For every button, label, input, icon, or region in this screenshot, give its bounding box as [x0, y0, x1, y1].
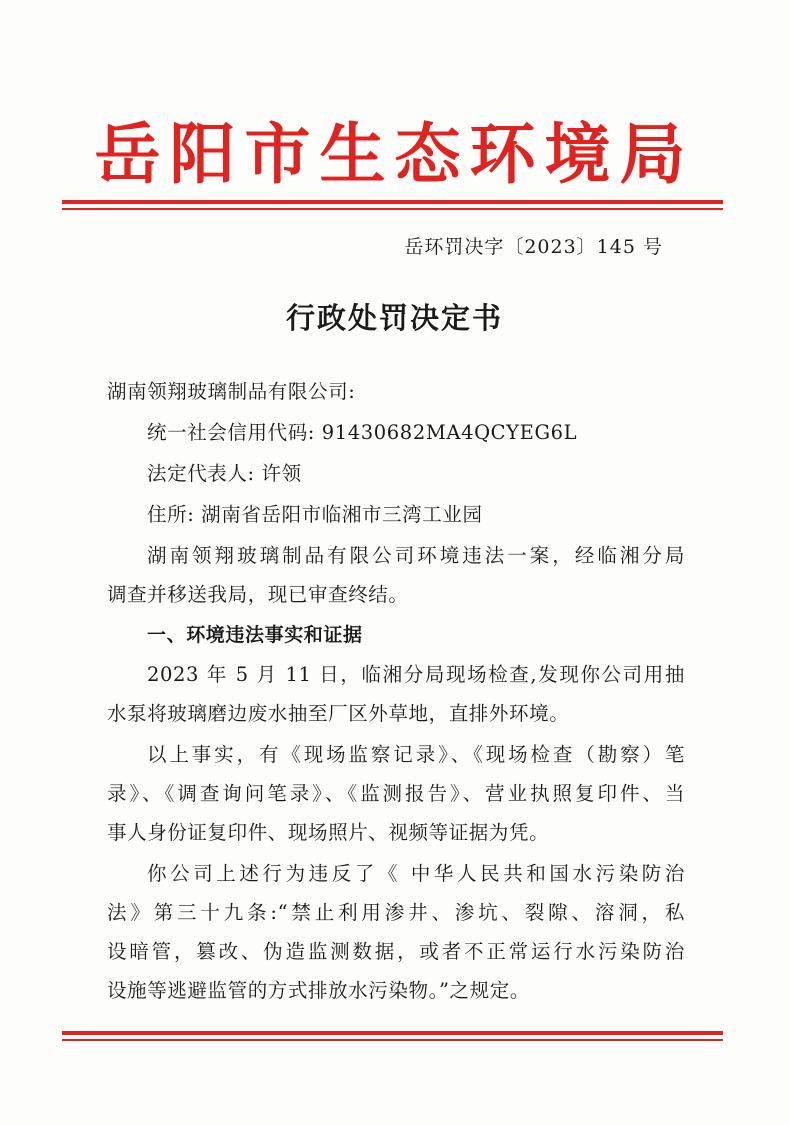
document-number: 岳环罚决字〔2023〕145 号 [404, 236, 663, 258]
evidence-para-line-2: 录》、《调查询问笔录》、《监测报告》、营业执照复印件、当 [107, 782, 685, 805]
intro-line-1: 湖南领翔玻璃制品有限公司环境违法一案，经临湘分局 [147, 544, 685, 567]
legal-representative: 法定代表人: 许领 [147, 462, 302, 485]
address: 住所: 湖南省岳阳市临湘市三湾工业园 [147, 503, 483, 526]
footer-red-rule-thick [62, 1031, 723, 1035]
violation-para-line-4: 设施等逃避监管的方式排放水污染物。”之规定。 [107, 979, 530, 1002]
credit-code: 统一社会信用代码: 91430682MA4QCYEG6L [147, 421, 578, 444]
addressee: 湖南领翔玻璃制品有限公司: [107, 380, 356, 403]
issuing-authority-title: 岳阳市生态环境局 [94, 116, 695, 193]
facts-para-line-2: 水泵将玻璃磨边废水抽至厂区外草地，直排外环境。 [107, 702, 570, 725]
evidence-para-line-3: 事人身份证复印件、现场照片、视频等证据为凭。 [107, 821, 550, 844]
section-heading-facts: 一、环境违法事实和证据 [147, 624, 363, 646]
footer-red-rule-thin [62, 1039, 723, 1041]
document-title: 行政处罚决定书 [285, 301, 503, 335]
violation-para-line-2: 法》第三十九条:“禁止利用渗井、渗坑、裂隙、溶洞，私 [107, 901, 685, 924]
intro-line-2: 调查并移送我局，现已审查终结。 [107, 583, 409, 606]
header-red-rule-thick [62, 200, 723, 204]
facts-para-line-1: 2023 年 5 月 11 日，临湘分局现场检查,发现你公司用抽 [147, 663, 685, 686]
header-red-rule-thin [62, 208, 723, 210]
violation-para-line-3: 设暗管，篡改、伪造监测数据，或者不正常运行水污染防治 [107, 940, 685, 963]
violation-para-line-1: 你公司上述行为违反了《 中华人民共和国水污染防治 [147, 862, 685, 885]
evidence-para-line-1: 以上事实，有《现场监察记录》、《现场检查（勘察）笔 [147, 743, 685, 766]
